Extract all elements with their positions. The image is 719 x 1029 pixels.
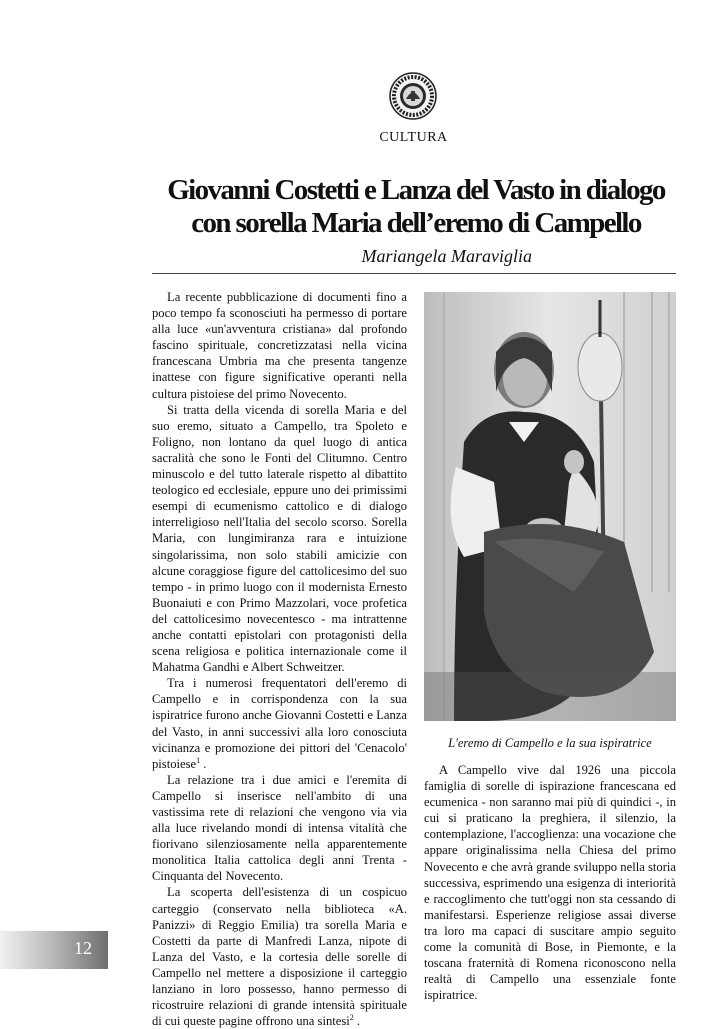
- paragraph: Si tratta della vicenda di sorella Maria e del suo eremo, situato a Campello, tra Spoleto e Foligno, non lontano da quel luogo di antica sacralità che sono le Fonti del Clitumno. Centro minuscolo e del tutto laterale rispetto al dibattito teologico ed ecclesiale, eppure uno dei primissimi esempi di ecumenismo cattolico e di dialogo interreligioso nell'Italia del secolo scorso. Sorella Maria, con lungimiranza rara e intuizione singolarissima, non solo stabili amicizie con alcune coraggiose figure del cattolicesimo del suo tempo - in primo luogo con il modernista Ernesto Buonaiuti e con Primo Mazzolari, voce profetica del cattolicesimo novecentesco - ma intrattenne anche contatti epistolari con protagonisti della scena religiosa e politica internazionale come il Mahatma Gandhi e Albert Schweitzer.: [152, 402, 407, 675]
- photo-caption: L'eremo di Campello e la sua ispiratrice: [448, 736, 652, 750]
- article-title: [152, 174, 680, 240]
- paragraph-text: La scoperta dell'esistenza di un cospicuo carteggio (conservato nella biblioteca «A. Panizzi» di Reggio Emilia) tra sorella Maria e Costetti da parte di Manfredi Lanza, nipote di Lanza del Vasto, e la cortesia delle sorelle di Campello nel mettere a disposizione il carteggio lanziano in loro possesso, hanno permesso di ricostruire relazioni di grande intensità spirituale di cui queste pagine offrono una sintesi: [152, 885, 407, 1029]
- right-column: [424, 762, 676, 1003]
- article-author: Mariangela Maraviglia: [361, 246, 532, 266]
- title-line-1: Giovanni Costetti e Lanza del Vasto in dialogo: [167, 174, 665, 206]
- paragraph: [152, 884, 407, 1029]
- paragraph: [152, 675, 407, 772]
- footnote-ref: 1: [196, 755, 201, 765]
- title-line-2: con sorella Maria dell’eremo di Campello: [191, 207, 641, 239]
- section-label: CULTURA: [379, 130, 448, 145]
- paragraph: A Campello vive dal 1926 una piccola famiglia di sorelle di ispirazione francescana ed ecumenica - non saranno mai più di quindici -, in cui si praticano la preghiera, il silenzio, la contemplazione, l'accoglienza: una vocazione che appare originalissima nella Chiesa del primo Novecento e che avrà grande sviluppo nella storia successiva, esprimendo una esigenza di interiorità e raccoglimento che tutt'oggi non sta cessando di manifestarsi. Esperienze religiose assai diverse tra loro ma capaci di suscitare ampio seguito come la comunità di Bose, in Piemonte, e la toscana fraternità di Romena riconoscono nella realtà di Campello una essenziale fonte ispiratrice.: [424, 763, 676, 1003]
- paragraph: La recente pubblicazione di documenti fino a poco tempo fa sconosciuti ha permesso di portare alla luce «un'avventura cristiana» dal profondo fascino spirituale, concretizzatasi nella vicina francescana Umbria ma che presenta tangenze inattese con figure significative operanti nella cultura pistoiese del primo Novecento.: [152, 290, 407, 401]
- page-number-bar: [0, 931, 108, 969]
- footnote-trail: .: [200, 756, 207, 771]
- photo-hermit-spinning: [424, 292, 676, 721]
- page-number: 12: [74, 938, 92, 958]
- left-column: [152, 289, 407, 1029]
- paragraph: La relazione tra i due amici e l'eremita di Campello si inserisce nell'ambito di una vastissima rete di relazioni che vengono via via alla luce rivelando mondi di intensa vitalità che fiorivano silenziosamente nella apparentemente monolitica Italia cattolica degli anni Trenta - Cinquanta del Novecento.: [152, 772, 407, 884]
- paragraph-text: Tra i numerosi frequentatori dell'eremo di Campello e in corrispondenza con la sua ispiratrice furono anche Giovanni Costetti e Lanza del Vasto, in anni successivi alla loro conosciuta vicinanza e promozione dei pittori del 'Cenacolo' pistoiese: [152, 676, 407, 771]
- footnote-ref: 2: [349, 1013, 354, 1023]
- seal-icon: [389, 72, 437, 120]
- footnote-trail: .: [353, 1014, 361, 1029]
- title-divider: [152, 273, 676, 274]
